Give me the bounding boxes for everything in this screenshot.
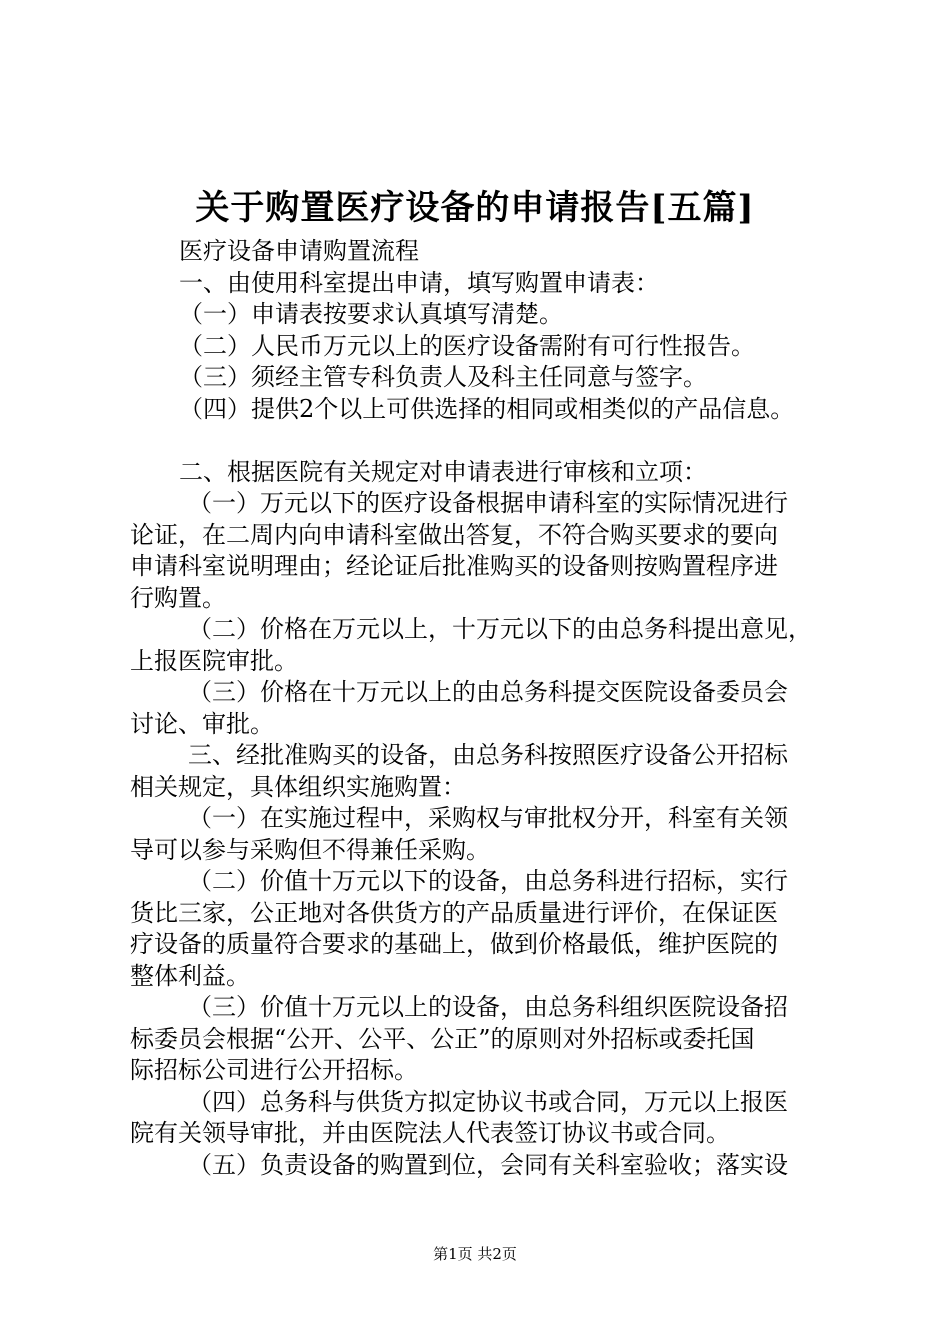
paragraph-line: 导可以参与采购但不得兼任采购。 [130, 835, 490, 864]
paragraph-line: （三）价值十万元以上的设备，由总务科组织医院设备招 [188, 993, 788, 1021]
paragraph-line: 论证，在二周内向申请科室做出答复，不符合购买要求的要向 [130, 520, 778, 549]
paragraph-line: 行购置。 [130, 583, 226, 612]
paragraph-line: （二）价格在万元以上，十万元以下的由总务科提出意见， [188, 615, 812, 643]
paragraph-line: （四）提供2个以上可供选择的相同或相类似的产品信息。 [179, 394, 795, 423]
paragraph-line: 疗设备的质量符合要求的基础上，做到价格最低，维护医院的 [130, 930, 778, 958]
paragraph-line: （一）在实施过程中，采购权与审批权分开，科室有关领 [188, 804, 788, 832]
paragraph-line: 医疗设备申请购置流程 [179, 237, 419, 265]
paragraph-line: 上报医院审批。 [130, 646, 298, 675]
paragraph-line: 标委员会根据“公开、公平、公正”的原则对外招标或委托国 [130, 1024, 755, 1053]
paragraph-line: 申请科室说明理由；经论证后批准购买的设备则按购置程序进 [130, 552, 778, 580]
page-footer: 第1页 共2页 [433, 1245, 517, 1263]
paragraph-line: 际招标公司进行公开招标。 [130, 1056, 418, 1084]
paragraph-line: 整体利益。 [130, 961, 250, 990]
paragraph-line: 一、由使用科室提出申请，填写购置申请表： [179, 268, 659, 297]
paragraph-line: （一）万元以下的医疗设备根据申请科室的实际情况进行 [188, 489, 788, 517]
document-body [130, 236, 840, 1181]
paragraph-line: （一）申请表按要求认真填写清楚。 [179, 300, 563, 328]
blank-line [130, 425, 840, 457]
paragraph-line: 三、经批准购买的设备，由总务科按照医疗设备公开招标 [188, 741, 788, 769]
document-title: 关于购置医疗设备的申请报告[五篇] [195, 188, 755, 228]
paragraph-line: （四）总务科与供货方拟定协议书或合同，万元以上报医 [188, 1087, 788, 1116]
paragraph-line: （五）负责设备的购置到位，会同有关科室验收；落实设 [188, 1150, 788, 1179]
paragraph-line: （二）人民币万元以上的医疗设备需附有可行性报告。 [179, 331, 755, 360]
paragraph-line: （三）价格在十万元以上的由总务科提交医院设备委员会 [188, 678, 788, 706]
paragraph-line: 货比三家，公正地对各供货方的产品质量进行评价，在保证医 [130, 898, 778, 927]
paragraph-line: （二）价值十万元以下的设备，由总务科进行招标，实行 [188, 867, 788, 895]
paragraph-line: 院有关领导审批，并由医院法人代表签订协议书或合同。 [130, 1119, 730, 1147]
paragraph-line: 相关规定，具体组织实施购置： [130, 772, 466, 801]
paragraph-line: 讨论、审批。 [130, 709, 274, 738]
paragraph-line: 二、根据医院有关规定对申请表进行审核和立项： [179, 457, 707, 486]
paragraph-line: （三）须经主管专科负责人及科主任同意与签字。 [179, 363, 707, 391]
